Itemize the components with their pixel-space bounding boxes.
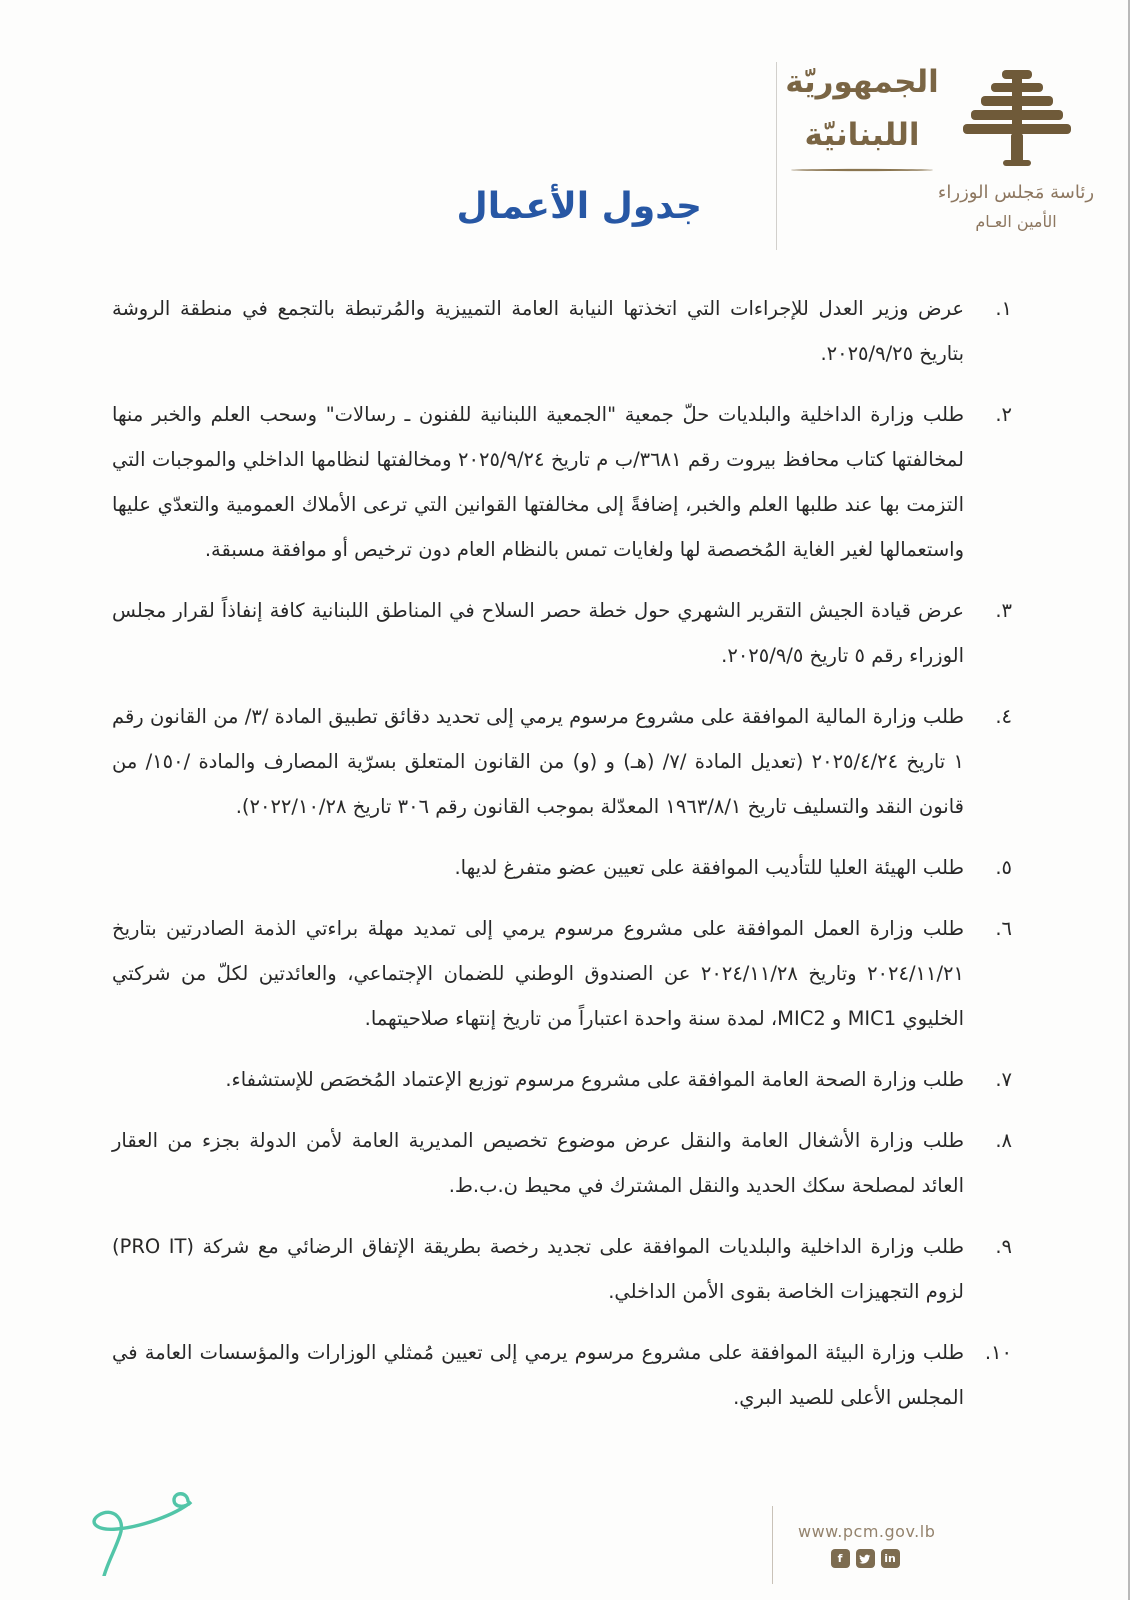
agenda-list: [112, 286, 1012, 1436]
header-separator-line: [776, 62, 777, 250]
item-number: ١.: [995, 297, 1012, 320]
emblem-text-line1: الجمهوريّة: [785, 64, 939, 100]
item-text: طلب وزارة الأشغال العامة والنقل عرض موضوع تخصيص المديرية العامة لأمن الدولة بجزء من العقار العائد لمصلحة سكك الحديد والنقل المشترك في محيط ن.ب.ط.: [112, 1129, 964, 1197]
office-line-presidency: رئاسة مَجلس الوزراء: [937, 182, 1095, 203]
item-number: ٥.: [995, 856, 1012, 879]
footer: [798, 1522, 936, 1568]
item-number: ٢.: [995, 403, 1012, 426]
website-text: www.pcm.gov.lb: [798, 1522, 936, 1541]
emblem-row: [783, 56, 1095, 176]
facebook-glyph: f: [837, 1552, 843, 1565]
item-text: طلب وزارة الداخلية والبلديات الموافقة على تجديد رخصة بطريقة الإتفاق الرضائي مع شركة (PRO IT) لزوم التجهيزات الخاصة بقوى الأمن الداخلي.: [112, 1235, 964, 1303]
agenda-item: [112, 392, 1012, 572]
item-text: طلب وزارة الداخلية والبلديات حلّ جمعية "الجمعية اللبنانية للفنون ـ رسالات" وسحب العلم والخبر منها لمخالفتها كتاب محافظ بيروت رقم ٣٦٨١/ب م تاريخ ٢٠٢٥/٩/٢٤ ومخالفتها لنظامها الداخلي والموجبات التي التزمت بها عند طلبها العلم والخبر، إضافةً إلى مخالفتها القوانين التي ترعى الأملاك العمومية والتعدّي عليها واستعمالها لغير الغاية المُخصصة لها ولغايات تمس بالنظام العام دون ترخيص أو موافقة مسبقة.: [112, 403, 964, 561]
header: [783, 56, 1095, 236]
agenda-item: [112, 286, 1012, 376]
cedar-tree-icon: [953, 66, 1081, 170]
item-number: ٣.: [995, 599, 1012, 622]
item-number: ٨.: [995, 1129, 1012, 1152]
item-text: طلب الهيئة العليا للتأديب الموافقة على تعيين عضو متفرغ لديها.: [454, 856, 964, 879]
twitter-bird-glyph: [859, 1553, 871, 1565]
item-text: طلب وزارة البيئة الموافقة على مشروع مرسوم يرمي إلى تعيين مُمثلي الوزارات والمؤسسات العامة في المجلس الأعلى للصيد البري.: [112, 1341, 964, 1409]
item-text: عرض وزير العدل للإجراءات التي اتخذتها النيابة العامة التمييزية والمُرتبطة بالتجمع في منطقة الروشة بتاريخ ٢٠٢٥/٩/٢٥.: [112, 297, 964, 365]
item-number: ٦.: [995, 917, 1012, 940]
agenda-item: [112, 588, 1012, 678]
social-icons-row: [798, 1549, 932, 1568]
item-number: ١٠.: [984, 1341, 1012, 1364]
agenda-item: [112, 1118, 1012, 1208]
emblem-divider-line: [791, 169, 933, 171]
item-text: طلب وزارة العمل الموافقة على مشروع مرسوم يرمي إلى تمديد مهلة براءتي الذمة الصادرتين بتاريخ ٢٠٢٤/١١/٢١ وتاريخ ٢٠٢٤/١١/٢٨ عن الصندوق الوطني للضمان الإجتماعي، والعائدتين لكلّ من شركتي الخليوي MIC1 و MIC2، لمدة سنة واحدة اعتباراً من تاريخ إنتهاء صلاحيتهما.: [112, 917, 964, 1030]
item-number: ٧.: [995, 1068, 1012, 1091]
agenda-item: [112, 1224, 1012, 1314]
agenda-item: [112, 906, 1012, 1041]
page-title: جدول الأعمال: [456, 186, 702, 227]
agenda-item: [112, 1057, 1012, 1102]
footer-separator-line: [772, 1506, 773, 1584]
item-text: طلب وزارة الصحة العامة الموافقة على مشروع مرسوم توزيع الإعتماد المُخصَص للإستشفاء.: [225, 1068, 964, 1091]
twitter-icon: [856, 1549, 875, 1568]
item-number: ٤.: [995, 705, 1012, 728]
linkedin-glyph: in: [884, 1552, 896, 1565]
office-line-secretary-general: الأمين العـام: [975, 212, 1057, 231]
signature-mark: [45, 1476, 215, 1576]
agenda-item: [112, 694, 1012, 829]
agenda-item: [112, 845, 1012, 890]
agenda-item: [112, 1330, 1012, 1420]
republic-calligraphy: [783, 56, 941, 176]
emblem-text-line2: اللبنانيّة: [804, 117, 920, 153]
item-number: ٩.: [995, 1235, 1012, 1258]
facebook-icon: [831, 1549, 850, 1568]
item-text: طلب وزارة المالية الموافقة على مشروع مرسوم يرمي إلى تحديد دقائق تطبيق المادة /٣/ من القانون رقم ١ تاريخ ٢٠٢٥/٤/٢٤ (تعديل المادة /٧/ (هـ) و (و) من القانون المتعلق بسرّية المصارف والمادة /١٥٠/ من قانون النقد والتسليف تاريخ ١٩٦٣/٨/١ المعدّلة بموجب القانون رقم ٣٠٦ تاريخ ٢٠٢٢/١٠/٢٨).: [112, 705, 964, 818]
linkedin-icon: [881, 1549, 900, 1568]
cedar-logo-box: [941, 56, 1093, 176]
item-text: عرض قيادة الجيش التقرير الشهري حول خطة حصر السلاح في المناطق اللبنانية كافة إنفاذاً لقرار مجلس الوزراء رقم ٥ تاريخ ٢٠٢٥/٩/٥.: [112, 599, 964, 667]
